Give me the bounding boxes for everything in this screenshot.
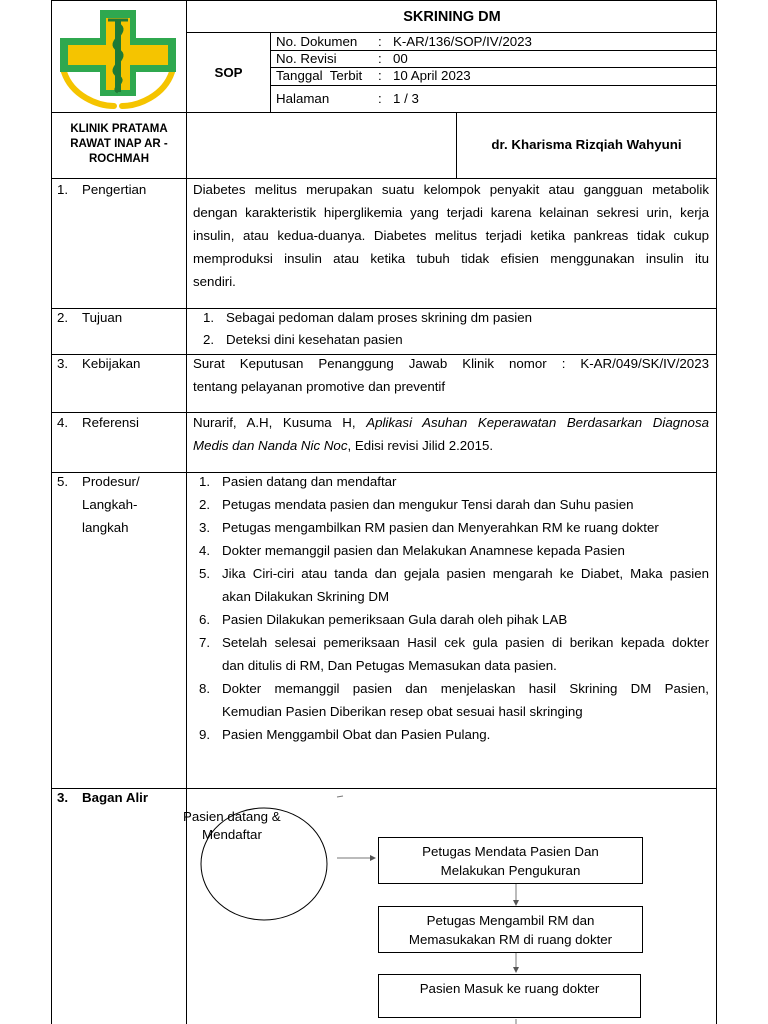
section-label: Langkah- (82, 497, 138, 512)
doc-info-label: No. Revisi (276, 51, 337, 66)
section-label: langkah (82, 520, 129, 535)
section-number: 5. (57, 474, 69, 489)
pengertian-text: Diabetes melitus merupakan suatu kelompok penyakit atau gangguan metabolik dengan karakteristik hiperglikemia yang terjadi karena kelainan sekresi urin, kerja insulin, atau kedua-duanya. Diabetes melitus terjadi ketika pankreas tidak cukup memproduksi insulin atau ketika tubuh tidak efisien menggunakan insulin itu sendiri. (193, 182, 709, 289)
header-row-divider (51, 112, 717, 113)
doc-info-value: 00 (393, 51, 408, 66)
doc-info-value: K-AR/136/SOP/IV/2023 (393, 34, 532, 49)
doc-info-label: Tanggal Terbit (276, 68, 363, 83)
section-number: 1. (57, 182, 69, 197)
section-label: Tujuan (82, 310, 123, 325)
doc-info-sep: : (378, 34, 382, 49)
section-number: 2. (57, 310, 69, 325)
doc-info-label: No. Dokumen (276, 34, 358, 49)
doc-info-value: 1 / 3 (393, 91, 419, 106)
stray-mark (337, 796, 343, 797)
section-number: 3. (57, 790, 69, 805)
document-title: SKRINING DM (403, 9, 501, 25)
doc-info-row-line (270, 50, 717, 51)
signatory-name: dr. Kharisma Rizqiah Wahyuni (491, 137, 682, 152)
sop-label: SOP (214, 65, 243, 80)
flow-box: Pasien Masuk ke ruang dokter (378, 974, 641, 1018)
section-number: 3. (57, 356, 69, 371)
table-border-top (51, 0, 717, 1)
flow-box: Petugas Mengambil RM dan Memasukakan RM di ruang dokter (378, 906, 643, 953)
start-label: Mendaftar (202, 827, 262, 842)
doc-info-sep: : (378, 68, 382, 83)
sop-column-divider (270, 32, 271, 112)
flow-box: Petugas Mendata Pasien Dan Melakukan Pengukuran (378, 837, 643, 884)
doc-info-row-line (270, 85, 717, 86)
doc-info-label: Halaman (276, 91, 330, 106)
referensi-text: Nurarif, A.H, Kusuma H, Aplikasi Asuhan Keperawatan Berdasarkan Diagnosa Medis dan Nanda Nic Noc, Edisi revisi Jilid 2.2015. (193, 415, 709, 453)
section-label: Prodesur/ (82, 474, 140, 489)
clinic-logo (58, 6, 178, 110)
kebijakan-text: Surat Keputusan Penanggung Jawab Klinik nomor : K-AR/049/SK/IV/2023 tentang pelayanan promotive dan preventif (193, 356, 709, 394)
flowchart (183, 789, 716, 1024)
table-border-right (716, 0, 717, 1024)
start-label: Pasien datang & (183, 809, 281, 824)
doc-info-sep: : (378, 51, 382, 66)
section-label: Kebijakan (82, 356, 141, 371)
doc-info-sep: : (378, 91, 382, 106)
section-number: 4. (57, 415, 69, 430)
doc-info-value: 10 April 2023 (393, 68, 471, 83)
section-label: Pengertian (82, 182, 147, 197)
section-label: Bagan Alir (82, 790, 149, 805)
section-label: Referensi (82, 415, 139, 430)
